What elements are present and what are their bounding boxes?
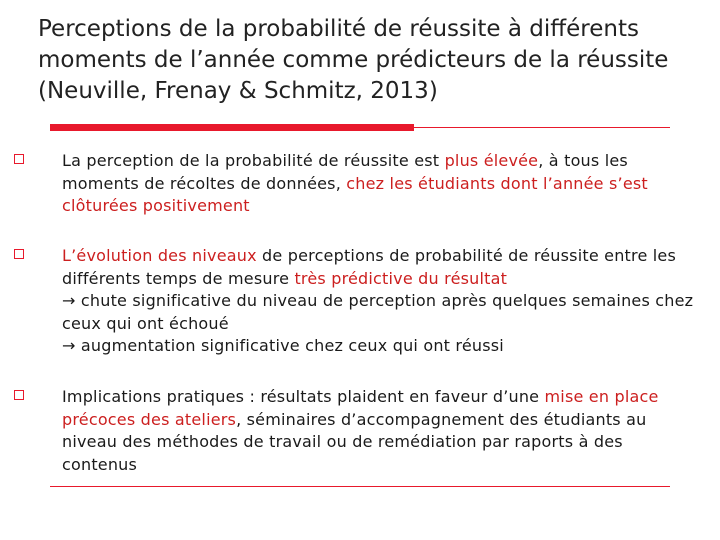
sub-point-2 (62, 335, 702, 358)
bullet-text-part: , à tous les moments de récoltes de données, (62, 151, 628, 193)
square-bullet-icon (14, 249, 24, 259)
square-bullet-icon (14, 154, 24, 164)
sub-point-text: chute significative du niveau de perception après quelques semaines chez ceux qui ont échoué (62, 291, 694, 333)
bullet-text (62, 386, 702, 476)
bullet-text-part: Implications pratiques : résultats plaident en faveur d’une (62, 387, 545, 406)
bullet-text (62, 245, 702, 358)
bullet-text-part: La perception de la probabilité de réussite est (62, 151, 445, 170)
bullet-text-highlight: très prédictive du résultat (294, 268, 508, 288)
bullet-text-highlight: plus élevée (444, 151, 539, 170)
right-arrow-icon: → (62, 336, 76, 355)
bullet-text-part: de perceptions de probabilité de réussite entre les différents temps de mesure (62, 246, 677, 288)
slide-title: Perceptions de la probabilité de réussite à différents moments de l’année comme prédicteurs de la réussite (Neuville, Frenay & Schmitz, 2013) (38, 16, 669, 104)
bullet-text-part: , séminaires d’accompagnement des étudiants au niveau des méthodes de travail ou de remédiation par raports à des contenus (62, 409, 647, 474)
bullet-text-highlight: L’évolution des niveaux (62, 246, 257, 265)
sub-point-text: augmentation significative chez ceux qui ont réussi (80, 336, 504, 355)
bottom-divider (50, 486, 670, 487)
square-bullet-icon (14, 390, 24, 400)
right-arrow-icon: → (62, 291, 76, 310)
bullet-text-highlight: mise en place précoces des ateliers (62, 387, 659, 429)
bullet-text (62, 150, 702, 218)
bullet-text-highlight: chez les étudiants dont l’année s’est clôturées positivement (62, 173, 648, 215)
sub-point-1 (62, 290, 702, 335)
